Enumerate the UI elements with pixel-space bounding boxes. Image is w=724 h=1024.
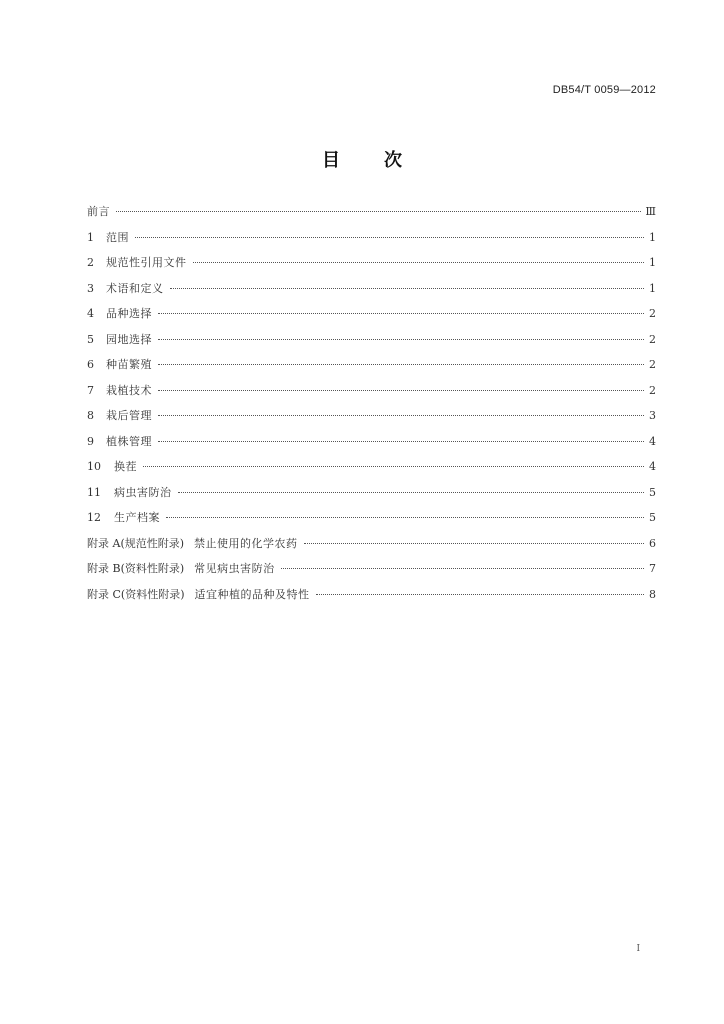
toc-entry-section-9[interactable] xyxy=(87,434,656,460)
toc-entry-page: 6 xyxy=(649,536,656,550)
page-title: 目次 xyxy=(322,150,446,171)
toc-entry-label: 栽植技术 xyxy=(106,383,152,397)
toc-entry-page: 8 xyxy=(649,587,656,601)
table-of-contents xyxy=(87,204,656,612)
dot-leader xyxy=(158,441,644,442)
dot-leader xyxy=(135,237,644,238)
toc-entry-page: 5 xyxy=(649,485,656,499)
toc-entry-label: 范围 xyxy=(106,230,129,244)
toc-entry-number: 2 xyxy=(87,256,94,269)
toc-entry-page: 7 xyxy=(649,562,656,575)
toc-entry-label: 病虫害防治 xyxy=(114,485,172,499)
dot-leader xyxy=(193,262,645,263)
toc-entry-label: 前言 xyxy=(87,205,110,218)
dot-leader xyxy=(170,288,645,289)
toc-entry-section-12[interactable] xyxy=(87,510,656,536)
toc-entry-page: 3 xyxy=(649,409,656,422)
toc-entry-label: 术语和定义 xyxy=(106,281,164,295)
dot-leader xyxy=(116,211,641,212)
toc-entry-label: 换茬 xyxy=(114,460,137,473)
toc-entry-annex-c[interactable] xyxy=(87,587,656,613)
toc-entry-page: 2 xyxy=(649,358,656,371)
toc-entry-section-10[interactable] xyxy=(87,459,656,485)
toc-entry-label: 生产档案 xyxy=(114,511,160,524)
toc-entry-page: 4 xyxy=(649,460,656,473)
toc-entry-label: 园地选择 xyxy=(106,332,152,346)
toc-entry-label: 常见病虫害防治 xyxy=(194,562,275,575)
toc-entry-number: 6 xyxy=(87,358,94,371)
toc-entry-page: 2 xyxy=(649,307,656,320)
toc-entry-section-6[interactable] xyxy=(87,357,656,383)
dot-leader xyxy=(316,594,645,595)
dot-leader xyxy=(304,543,644,544)
dot-leader xyxy=(143,466,644,467)
toc-entry-label: 栽后管理 xyxy=(106,409,152,422)
toc-entry-number: 9 xyxy=(87,434,94,448)
toc-entry-section-11[interactable] xyxy=(87,485,656,511)
standard-code: DB54/T 0059—2012 xyxy=(552,84,656,96)
toc-entry-preface[interactable] xyxy=(87,204,656,230)
toc-annex-prefix: 附录 A(规范性附录) xyxy=(87,536,185,550)
toc-entry-label: 禁止使用的化学农药 xyxy=(194,536,298,550)
page-number: I xyxy=(636,944,640,954)
toc-entry-page: 2 xyxy=(649,332,656,346)
toc-entry-number: 4 xyxy=(87,307,94,320)
toc-entry-number: 11 xyxy=(87,485,101,499)
dot-leader xyxy=(158,415,644,416)
toc-annex-prefix: 附录 B(资料性附录) xyxy=(87,562,185,575)
toc-entry-annex-a[interactable] xyxy=(87,536,656,562)
toc-entry-section-8[interactable] xyxy=(87,408,656,434)
toc-entry-number: 1 xyxy=(87,230,94,244)
toc-entry-page: 1 xyxy=(649,230,656,244)
dot-leader xyxy=(158,313,644,314)
toc-entry-number: 10 xyxy=(87,460,101,473)
toc-entry-section-5[interactable] xyxy=(87,332,656,358)
toc-entry-label: 规范性引用文件 xyxy=(106,256,187,269)
toc-entry-page: 2 xyxy=(649,383,656,397)
toc-entry-number: 8 xyxy=(87,409,94,422)
toc-entry-page: 1 xyxy=(649,281,656,295)
toc-entry-page: 5 xyxy=(649,511,656,524)
toc-entry-page: 1 xyxy=(649,256,656,269)
toc-entry-number: 5 xyxy=(87,332,94,346)
dot-leader xyxy=(178,492,645,493)
dot-leader xyxy=(158,364,644,365)
dot-leader xyxy=(158,390,644,391)
toc-entry-section-1[interactable] xyxy=(87,230,656,256)
toc-entry-label: 种苗繁殖 xyxy=(106,358,152,371)
toc-annex-prefix: 附录 C(资料性附录) xyxy=(87,587,185,601)
toc-entry-section-3[interactable] xyxy=(87,281,656,307)
toc-entry-page: Ⅲ xyxy=(645,205,656,218)
toc-entry-page: 4 xyxy=(649,434,656,448)
toc-entry-section-4[interactable] xyxy=(87,306,656,332)
toc-entry-section-7[interactable] xyxy=(87,383,656,409)
toc-entry-number: 12 xyxy=(87,511,101,524)
toc-entry-label: 品种选择 xyxy=(106,307,152,320)
dot-leader xyxy=(158,339,644,340)
toc-entry-number: 3 xyxy=(87,281,94,295)
toc-entry-section-2[interactable] xyxy=(87,255,656,281)
dot-leader xyxy=(281,568,644,569)
toc-entry-number: 7 xyxy=(87,383,94,397)
dot-leader xyxy=(166,517,644,518)
toc-entry-label: 植株管理 xyxy=(106,434,152,448)
toc-entry-label: 适宜种植的品种及特性 xyxy=(194,587,310,601)
toc-entry-annex-b[interactable] xyxy=(87,561,656,587)
